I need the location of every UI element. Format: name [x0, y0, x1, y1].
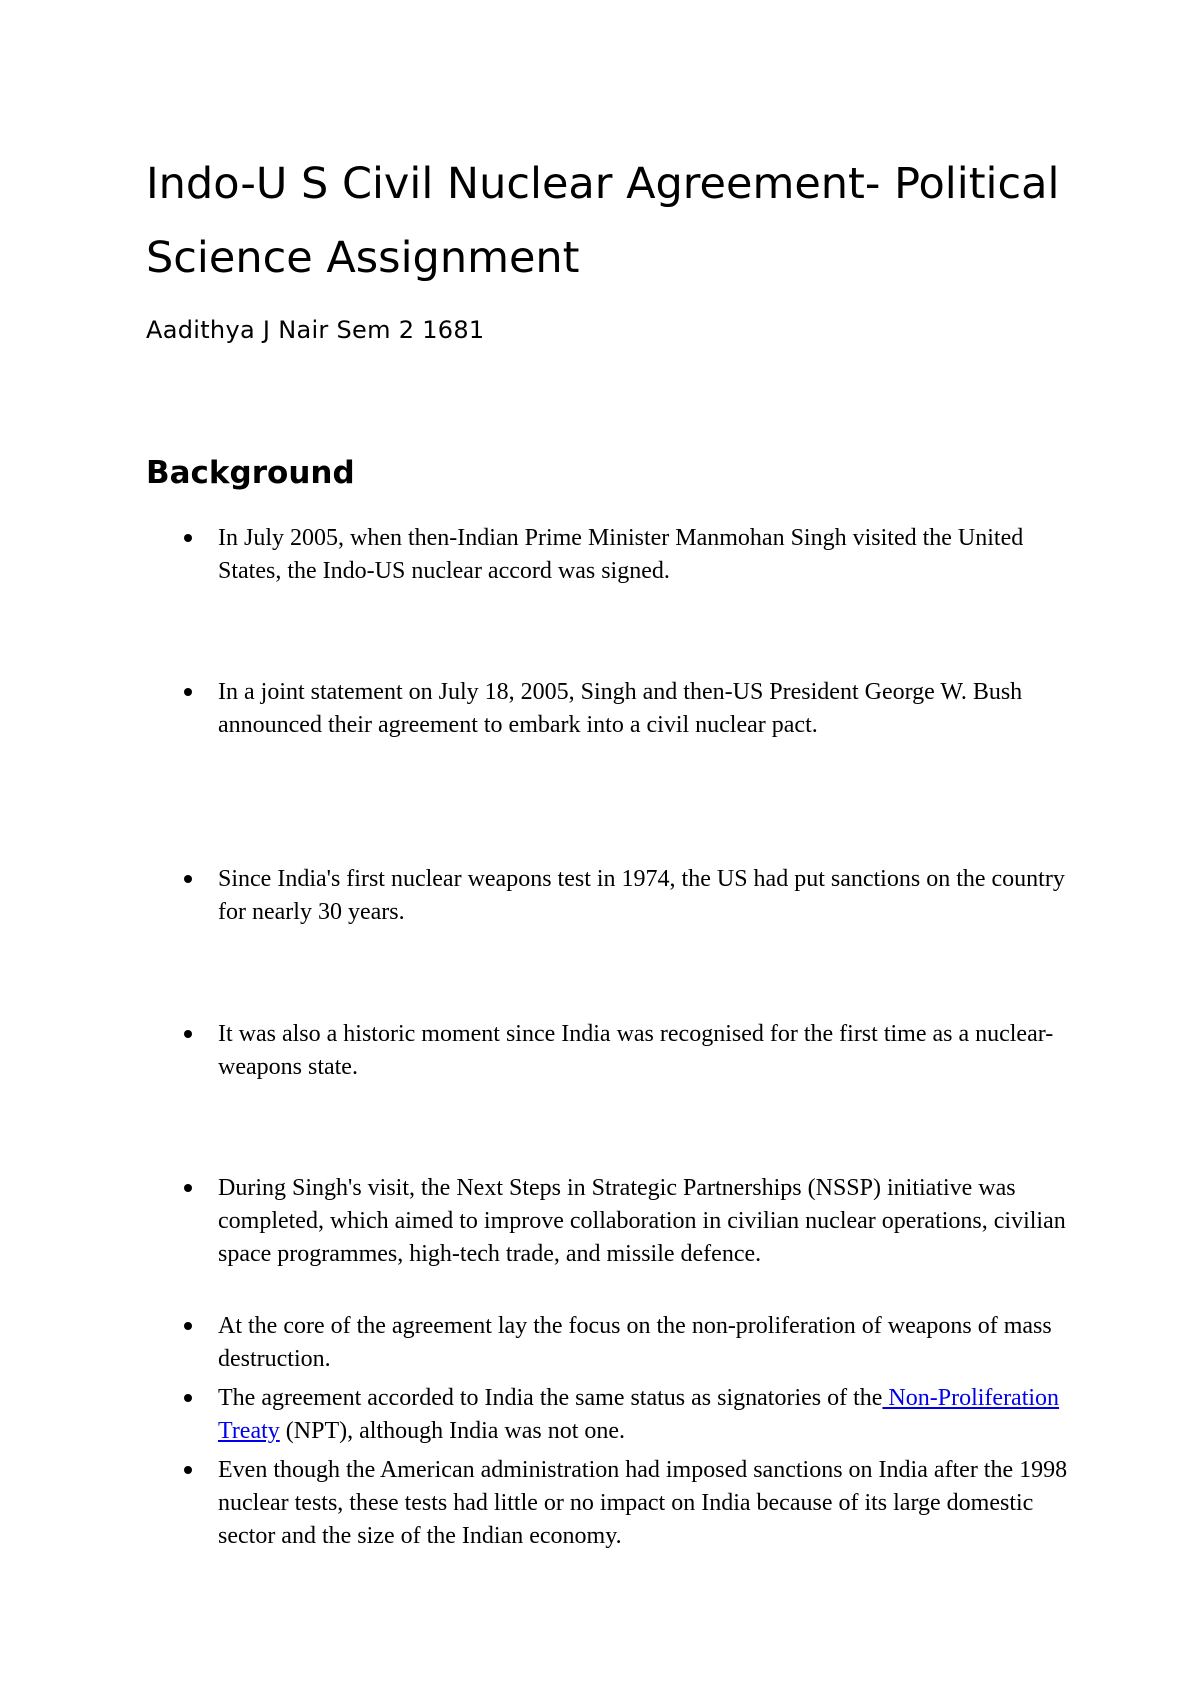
bullet-text: In a joint statement on July 18, 2005, Singh and then-US President George W. Bush announced their agreement to embark into a civil nuclear pact.: [218, 679, 1023, 738]
bullet-item: [218, 863, 1078, 929]
bullet-dot-icon: [184, 875, 192, 883]
document-title: Indo-U S Civil Nuclear Agreement- Political Science Assignment: [146, 159, 1060, 283]
bullet-dot-icon: [184, 1394, 192, 1402]
bullet-dot-icon: [184, 1184, 192, 1192]
npt-link[interactable]: Non-Proliferation Treaty: [218, 1385, 1060, 1444]
bullet-item: [218, 1018, 1078, 1084]
bullet-item: [218, 1310, 1078, 1376]
author-line: Aadithya J Nair Sem 2 1681: [146, 316, 485, 344]
section-heading-background: Background: [146, 455, 355, 491]
bullet-item: [218, 522, 1078, 588]
bullet-text: Since India's first nuclear weapons test in 1974, the US had put sanctions on the country for nearly 30 years.: [218, 866, 1065, 925]
bullet-item: [218, 1172, 1078, 1271]
bullet-dot-icon: [184, 1466, 192, 1474]
bullet-text: During Singh's visit, the Next Steps in Strategic Partnerships (NSSP) initiative was completed, which aimed to improve collaboration in civilian nuclear operations, civilian space programmes, high-tech trade, and missile defence.: [218, 1175, 1066, 1267]
bullet-text: (NPT), although India was not one.: [279, 1418, 626, 1444]
bullet-item: [218, 1454, 1078, 1553]
bullet-item: [218, 1382, 1078, 1448]
bullet-text: Even though the American administration had imposed sanctions on India after the 1998 nuclear tests, these tests had little or no impact on India because of its large domestic sector and the size of the Indian economy.: [218, 1457, 1068, 1549]
bullet-dot-icon: [184, 534, 192, 542]
bullet-text: In July 2005, when then-Indian Prime Minister Manmohan Singh visited the United States, the Indo-US nuclear accord was signed.: [218, 525, 1024, 584]
bullet-text: At the core of the agreement lay the focus on the non-proliferation of weapons of mass destruction.: [218, 1313, 1052, 1372]
bullet-item: [218, 676, 1078, 742]
bullet-dot-icon: [184, 1322, 192, 1330]
bullet-dot-icon: [184, 1030, 192, 1038]
bullet-text: The agreement accorded to India the same status as signatories of the: [218, 1385, 883, 1411]
bullet-text: It was also a historic moment since India was recognised for the first time as a nuclear-weapons state.: [218, 1021, 1054, 1080]
bullet-dot-icon: [184, 688, 192, 696]
